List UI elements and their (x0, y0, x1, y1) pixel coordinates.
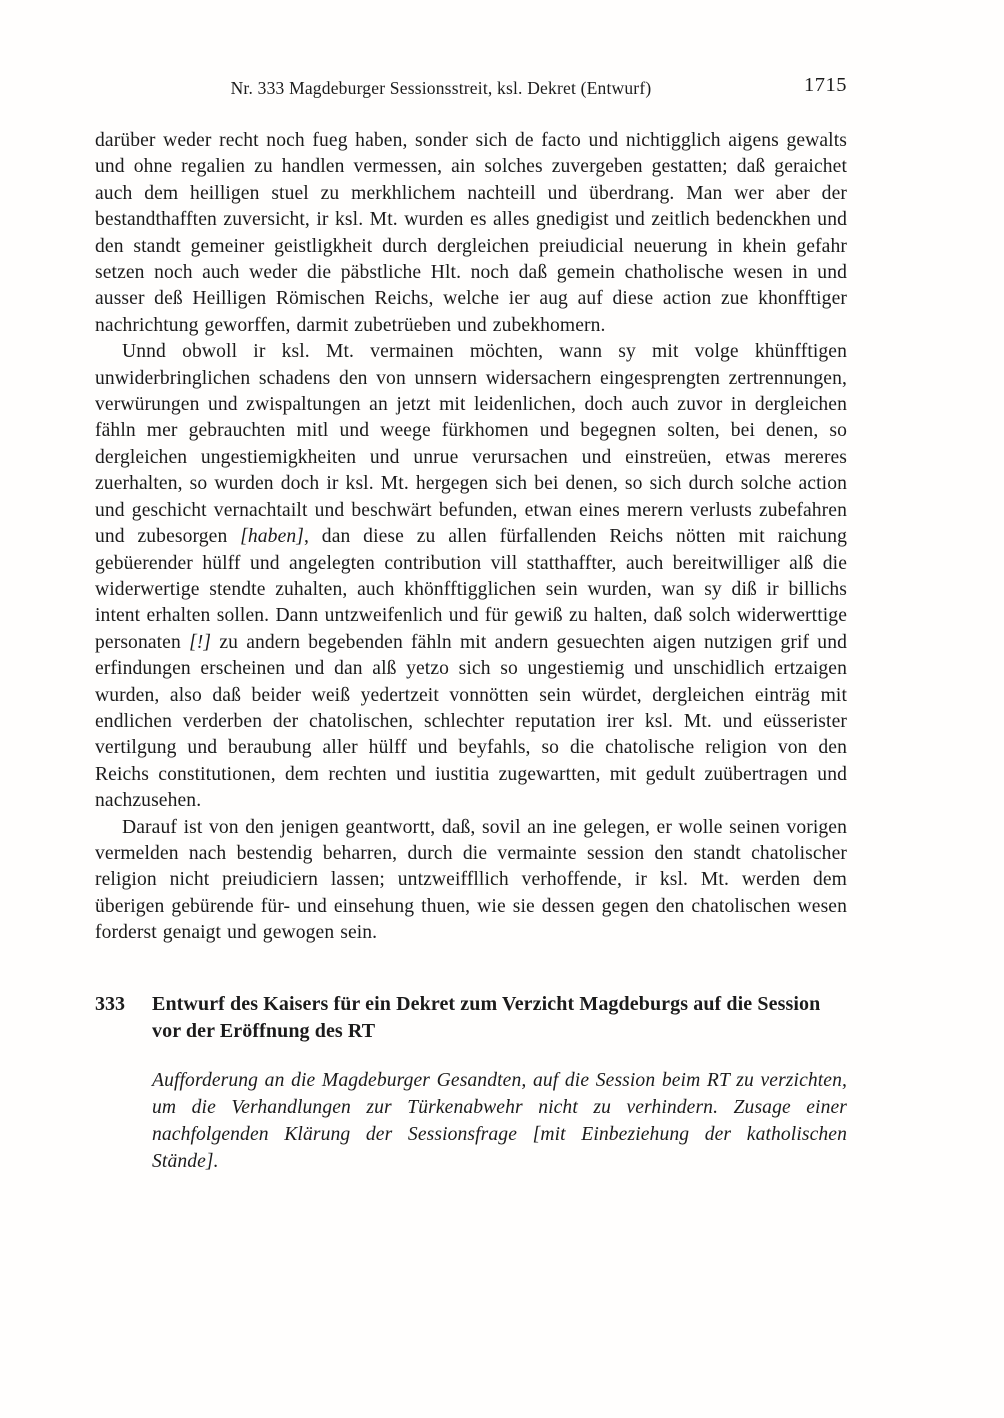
editorial-insertion: [haben] (240, 526, 304, 548)
entry-333 (95, 991, 847, 1175)
paragraph-text: darüber weder recht noch fueg haben, sonder sich de facto und nichtigglich aigens gewalts und ohne regalien zu handlen vermessen, ain solches zuvergeben gestatten; daß geraichet auch dem heilligen stuel zu merkhlichem nachteill und überdrang. Man wer aber der bestandthafften zuversicht, ir ksl. Mt. wurden es alles gnedigist und zeitlich bedenckhen und den standt gemeiner geistligkheit durch dergleichen preiudicial neuerung in khein gefahr setzen noch auch weder die päbstliche Hlt. noch daß gemein chatholische wesen in und ausser deß Heilligen Römischen Reichs, welche ier aug auf diese action zue khonfftiger nachrichtung geworffen, darmit zubetrüeben und zubekhomern. (95, 130, 847, 336)
text-column (95, 76, 847, 1175)
entry-title: Entwurf des Kaisers für ein Dekret zum Verzicht Magdeburgs auf die Session vor der Eröffnung des RT (152, 992, 821, 1043)
paragraph (95, 339, 847, 814)
paragraph-text: Unnd obwoll ir ksl. Mt. vermainen möchten, wann sy mit volge khünfftigen unwiderbringlichen schadens den von unnsern widersachern eingesprengten zertrennungen, verwürungen und zwispaltungen an jetzt mit leidenlichen, doch auch zuvor in dergleichen fähln mer gebrauchten mitl und weege fürkhomen und begegnen solten, bei denen, so dergleichen ungestiemigkheiten und unrue verursachen und einstreüen, etwas mereres zuerhalten, so wurden doch ir ksl. Mt. hergegen sich bei denen, so sich durch solche action und geschicht vernachtailt und beschwärt befunden, etwan eines merern verlusts zubefahren und zubesorgen (95, 341, 847, 548)
paragraph (95, 815, 847, 947)
entry-number: 333 (95, 992, 125, 1015)
running-header (95, 76, 847, 102)
editorial-insertion: [!] (189, 631, 212, 653)
paragraph-text: zu andern begebenden fähln mit andern gesuechten aigen nutzigen grif und erfindungen erscheinen und dan alß yetzo sich so ungestiemig und unschidlich ertzaigen wurden, also daß beider weiß yedertzeit vonnötten sein würdet, dergleichen einträg mit endlichen verderben der chatolischen, schlechter reputation irer ksl. Mt. und eüsserister vertilgung und beraubung aller hülff und beyfahls, so die chatolische religion von den Reichs constitutionen, dem rechten und iustitia zugewartten, mit gedult zuübertragen und nachzusehen. (95, 631, 848, 812)
paragraph (95, 128, 847, 339)
paragraph-text: , dan diese zu allen fürfallenden Reichs nötten mit raichung gebüerender hülff und angelegten contribution vill statthaffter, auch bereitwilliger alß die widerwertige stendte zuhalten, auch khönfftigglichen sein wurden, wan sy diß ir billichs intent erhalten sollen. Dann untzweifenlich und für gewiß zu halten, daß solch widerwerttige personaten (95, 526, 847, 653)
running-header-title: Nr. 333 Magdeburger Sessionsstreit, ksl. Dekret (Entwurf) (230, 78, 652, 98)
entry-heading (95, 991, 847, 1046)
body-paragraphs (95, 128, 847, 947)
page-number: 1715 (804, 74, 847, 96)
entry-summary: Aufforderung an die Magdeburger Gesandten, auf die Session beim RT zu verzichten, um die Verhandlungen zur Türkenabwehr nicht zu verhindern. Zusage einer nachfolgenden Klärung der Sessionsfrage [mit Einbeziehung der katholischen Stände]. (152, 1069, 847, 1172)
paragraph-text: Darauf ist von den jenigen geantwortt, daß, sovil an ine gelegen, er wolle seinen vorigen vermelden nach bestendig beharren, durch die vermainte session den standt chatolischer religion nicht preiudiciern lassen; untzweiffllich verhoffende, ir ksl. Mt. werden dem überigen gebürende für- und einsehung thuen, wie sie dessen gegen den chatolischen wesen forderst genaigt und gewogen sein. (95, 816, 847, 944)
